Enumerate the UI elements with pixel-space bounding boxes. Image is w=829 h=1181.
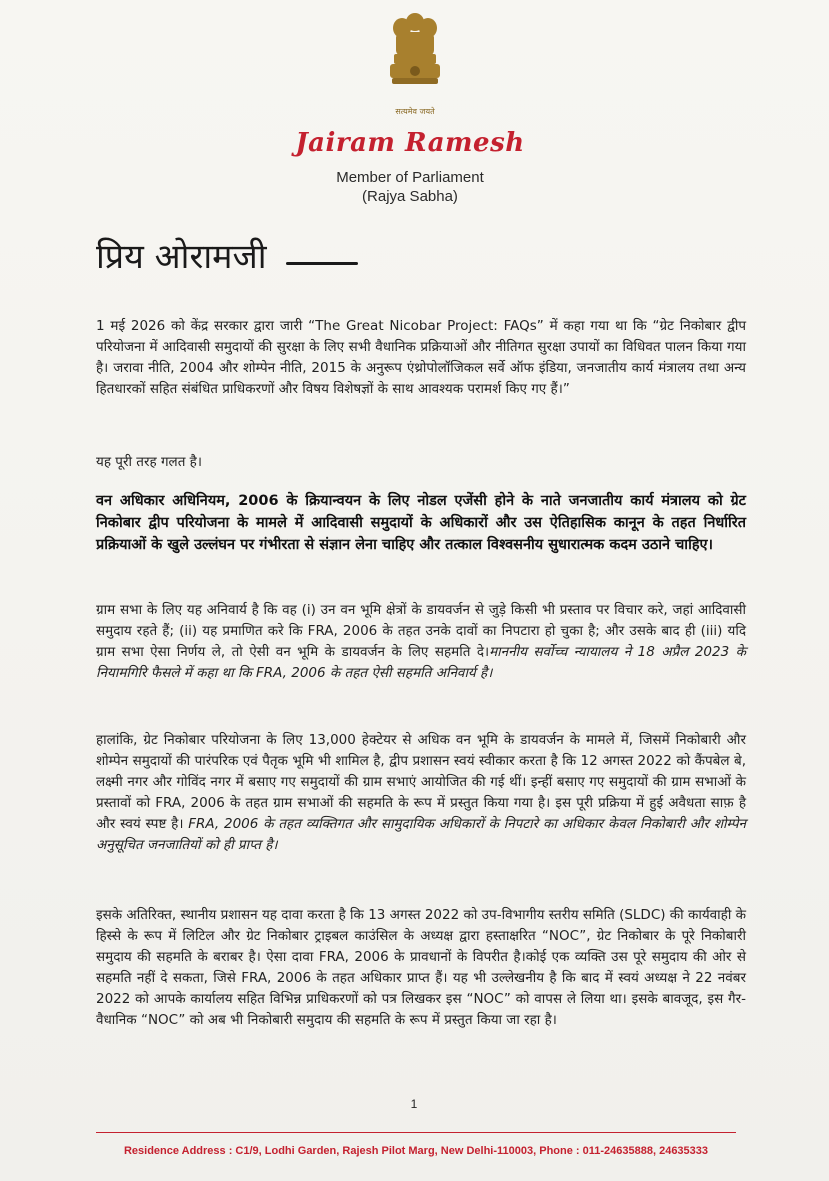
paragraph-rebuttal: यह पूरी तरह गलत है। (96, 454, 202, 470)
page-number: 1 (410, 1097, 418, 1111)
handwritten-salutation: प्रिय ओरामजी (96, 237, 267, 277)
sender-name: Jairam Ramesh (295, 128, 525, 158)
salutation-underline (286, 262, 358, 265)
residence-address: Residence Address : C1/9, Lodhi Garden, Rajesh Pilot Marg, New Delhi-110003, Phone : 011-24635888, 24635333 (123, 1145, 709, 1157)
ashoka-emblem-icon (380, 8, 450, 108)
designation-line-2: (Rajya Sabha) (362, 188, 458, 205)
paragraph-gram-sabha (96, 600, 746, 684)
gram-sabha-italic: माननीय सर्वोच्च न्यायालय ने 18 अप्रैल 2023 के नियामगिरि फैसले में कहा था कि FRA, 2006 के तहत ऐसी सहमति अनिवार्य है। (96, 644, 746, 681)
paragraph-noc: इसके अतिरिक्त, स्थानीय प्रशासन यह दावा करता है कि 13 अगस्त 2022 को उप-विभागीय स्तरीय समिति (SLDC) की कार्यवाही के हिस्से के रूप में लिटिल और ग्रेट निकोबार ट्राइबल काउंसिल के अध्यक्ष द्वारा हस्ताक्षरित “NOC”, ग्रेट निकोबार के पूरे निकोबारी समुदाय की सहमति के बराबर है। ऐसा दावा FRA, 2006 के प्रावधानों के विपरीत है।कोई एक व्यक्ति उस पूरे समुदाय की ओर से सहमति नहीं दे सकता, जिसे FRA, 2006 के तहत अधिकार प्राप्त हैं। यह भी उल्लेखनीय है कि बाद में स्वयं अध्यक्ष ने 22 नवंबर 2022 को आपके कार्यालय सहित विभिन्न प्राधिकरणों को पत्र लिखकर इस “NOC” को वापस ले लिया था। इसके बावजूद, इस गैर-वैधानिक “NOC” को अब भी निकोबारी समुदाय की सहमति के रूप में प्रस्तुत किया जा रहा है। (96, 907, 746, 1028)
sender-designation (260, 168, 560, 206)
designation-line-1: Member of Parliament (336, 169, 484, 186)
emblem-motto: सत्यमेव जयते (395, 107, 435, 116)
gram-sabha-text: ग्राम सभा के लिए यह अनिवार्य है कि वह (i) उन वन भूमि क्षेत्रों के डायवर्जन से जुड़े किसी भी प्रस्ताव पर विचार करे, जहां आदिवासी समुदाय रहते हैं; (ii) यह प्रमाणित करे कि FRA, 2006 के तहत उनके दावों का निपटारा हो चुका है; और उसके बाद ही (iii) यदि ग्राम सभा ऐसा निर्णय ले, तो ऐसी वन भूमि के डायवर्जन के लिए सहमति दे। (96, 602, 746, 660)
paragraph-faq-quote: 1 मई 2026 को केंद्र सरकार द्वारा जारी “The Great Nicobar Project: FAQs” में कहा गया था कि “ग्रेट निकोबार द्वीप परियोजना में आदिवासी समुदायों की सुरक्षा के लिए सभी वैधानिक प्रक्रियाओं और नीतिगत सुरक्षा उपायों का विधिवत पालन किया गया है। जरावा नीति, 2004 और शोम्पेन नीति, 2015 के अनुरूप एंथ्रोपोलॉजिकल सर्वे ऑफ इंडिया, जनजातीय कार्य मंत्रालय तथा अन्य हितधारकों सहित संबंधित प्राधिकरणों और विषय विशेषज्ञों के साथ आवश्यक परामर्श किए गए हैं।” (96, 318, 746, 397)
footer-divider (96, 1132, 736, 1133)
paragraph-diversion (96, 730, 746, 856)
diversion-text: हालांकि, ग्रेट निकोबार परियोजना के लिए 13,000 हेक्टेयर से अधिक वन भूमि के डायवर्जन के मामले में, जिसमें निकोबारी और शोम्पेन समुदायों की पारंपरिक एवं पैतृक भूमि भी शामिल है, द्वीप प्रशासन स्वयं स्वीकार करता है कि 12 अगस्त 2022 को कैंपबेल बे, लक्ष्मी नगर और गोविंद नगर में बसाए गए समुदायों की ग्राम सभाएं आयोजित की गई थीं। इन्हीं बसाए गए समुदायों की ग्राम सभाओं के प्रस्तावों को FRA, 2006 के तहत ग्राम सभाओं की सहमति के रूप में प्रस्तुत किया गया है। इस पूरी प्रक्रिया में हुई अवैधता साफ़ है और स्वयं स्पष्ट है। (96, 732, 746, 832)
paragraph-bold-demand: वन अधिकार अधिनियम, 2006 के क्रियान्वयन के लिए नोडल एजेंसी होने के नाते जनजातीय कार्य मंत्रालय को ग्रेट निकोबार द्वीप परियोजना के मामले में आदिवासी समुदायों के अधिकारों और उस ऐतिहासिक कानून के तहत निर्धारित प्रक्रियाओं के खुले उल्लंघन पर गंभीरता से संज्ञान लेना चाहिए और तत्काल विश्वसनीय सुधारात्मक कदम उठाने चाहिए। (96, 493, 746, 553)
diversion-italic: FRA, 2006 के तहत व्यक्तिगत और सामुदायिक अधिकारों के निपटारे का अधिकार केवल निकोबारी और शोम्पेन अनुसूचित जनजातियों को ही प्राप्त है। (96, 816, 746, 853)
